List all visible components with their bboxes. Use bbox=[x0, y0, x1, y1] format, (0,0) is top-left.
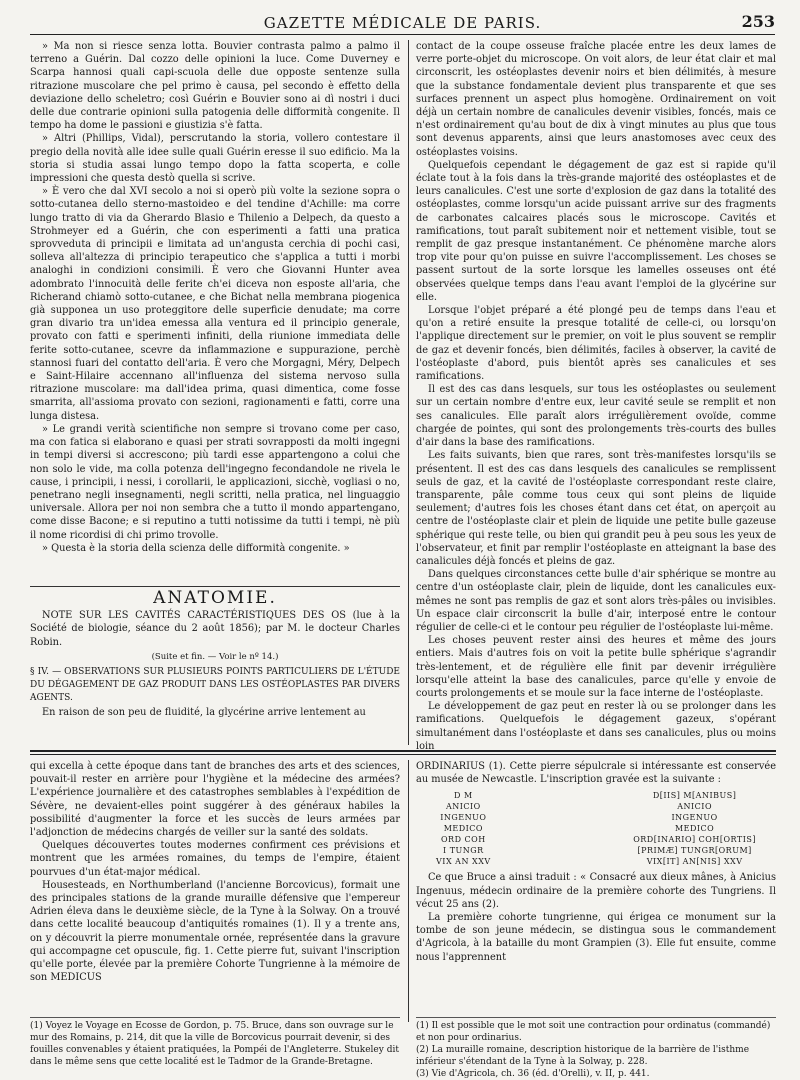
inscription-line: ORD[INARIO] COH[ORTIS] bbox=[633, 835, 756, 845]
paragraph: Lorsque l'objet préparé a été plongé peu de temps dans l'eau et qu'on a retiré ensuite la presque totalité de celle-ci, ou lorsqu'on l'applique directement sur le premier, on voit le plus souvent se remplir de gaz et devenir foncés, bien délimités, faciles à observer, la cavité de l'ostéoplaste d'abord, puis bientôt après ses canalicules et ses ramifications. bbox=[416, 305, 776, 383]
paragraph: La première cohorte tungrienne, qui érigea ce monument sur la tombe de son jeune médecin, se distingua sous le commandement d'Agricola, à la bataille du mont Grampien (3). Elle fut ensuite, comme nous l'apprennent bbox=[416, 912, 776, 963]
feuilleton-divider bbox=[30, 750, 776, 752]
anatomie-section bbox=[30, 590, 400, 745]
paragraph: » Ma non si riesce senza lotta. Bouvier contrasta palmo a palmo il terreno a Guérin. Dal cozzo delle opinioni la luce. Come Duverney e Scarpa hannosi quali capi-scuola delle due opposte sentenze sulla ritrazione muscolare che pel primo è causa, pel secondo è effetto della deviazione dello scheletro; così Guérin e Bouvier sono ai dì nostri i duci delle due contrarie opinioni sulla patogenia delle difformità congenite. Il tempo ha dome le passioni e giustizia s'è fatta. bbox=[30, 41, 400, 132]
page-header bbox=[30, 12, 775, 35]
footnote: (2) La muraille romaine, description historique de la barrière de l'isthme inférieur s'étendant de la Tyne à la Solway, p. 228. bbox=[416, 1045, 750, 1067]
inscription-line: INGENUO bbox=[440, 813, 487, 823]
page-number: 253 bbox=[741, 12, 775, 31]
subsection-heading: § IV. — OBSERVATIONS SUR PLUSIEURS POINTS PARTICULIERS DE L'ÉTUDE DU DÉGAGEMENT DE GAZ PRODUIT DANS LES OSTÉOPLASTES PAR DIVERS AGENTS. bbox=[30, 667, 400, 704]
paragraph: Quelques découvertes toutes modernes confirment ces prévisions et montrent que les armées romaines, du temps de l'empire, étaient pourvues d'un état-major médical. bbox=[30, 840, 400, 878]
paragraph: Les faits suivants, bien que rares, sont très-manifestes lorsqu'ils se présentent. Il est des cas dans lesquels des canalicules se remplissent seuls de gaz, et la cavité de l'ostéoplaste correspondant reste claire, transparente, pâle comme tous ceux qui sont pleins de liquide seulement; d'autres fois les choses étant dans cet état, on aperçoit au centre de l'ostéoplaste clair et plein de liquide une petite bulle gazeuse sphérique qui reste telle, ou bien qui grandit peu à peu sous les yeux de l'observateur, et finit par remplir l'ostéoplaste en atteignant la base des canalicules déjà foncés et pleins de gaz. bbox=[416, 450, 776, 567]
inscription-line: INGENUO bbox=[671, 813, 718, 823]
divider bbox=[30, 586, 400, 587]
footnote-divider bbox=[416, 1017, 776, 1018]
paragraph: contact de la coupe osseuse fraîche placée entre les deux lames de verre porte-objet du microscope. On voit alors, de leur état clair et mal circonscrit, les ostéoplastes devenir noirs et bien délimités, à mesure que la substance fondamentale devient plus transparente et que ses surfaces prennent un aspect plus homogène. Ordinairement on voit déjà un certain nombre de canalicules devenir visibles, foncés, mais ce n'est ordinairement qu'au bout de dix à vingt minutes au plus que tous sont devenus apparents, ainsi que leurs anastomoses avec ceux des ostéoplastes voisins. bbox=[416, 41, 776, 158]
footnote: (3) Vie d'Agricola, ch. 36 (éd. d'Orelli), v. II, p. 441. bbox=[416, 1069, 650, 1079]
paragraph: Dans quelques circonstances cette bulle d'air sphérique se montre au centre d'un ostéoplaste clair, plein de liquide, dont les canalicules eux-mêmes ne sont pas remplis de gaz et sont alors très-pâles ou invisibles. Un espace clair circonscrit la bulle d'air, interposé entre le contour régulier de celle-ci et le contour peu régulier de l'ostéoplaste lui-même. bbox=[416, 569, 776, 633]
column-divider bbox=[408, 760, 409, 1022]
note-heading: NOTE SUR LES CAVITÉS CARACTÉRISTIQUES DES OS (lue à la Société de biologie, séance du 2 août 1856); par M. le docteur Charles Robin. bbox=[30, 610, 400, 648]
paragraph: Les choses peuvent rester ainsi des heures et même des jours entiers. Mais d'autres fois on voit la petite bulle sphérique s'agrandir très-lentement, et de régulière elle finit par devenir irrégulière lorsqu'elle atteint la base des canalicules, parce qu'elle y envoie de courts prolongements et se moule sur la face interne de l'ostéoplaste. bbox=[416, 635, 776, 699]
footnote-divider bbox=[30, 1017, 400, 1018]
paragraph: En raison de son peu de fluidité, la glycérine arrive lentement au bbox=[42, 706, 366, 718]
inscription-line: ANICIO bbox=[445, 802, 481, 812]
column-divider bbox=[408, 40, 409, 745]
paragraph: » Le grandi verità scientifiche non sempre si trovano come per caso, ma con fatica si elaborano e quasi per strati sovrapposti da molti ingegni in tempi diversi si accrescono; più tardi esse appartengono a colui che non solo le vide, ma colla potenza dell'ingegno fecondandole ne rivela le cause, i principii, i nessi, i corollarii, le applicazioni, sicchè, vogliasi o no, penetrano negli insegnamenti, negli scritti, nella pratica, nel linguaggio universale. Allora per noi non sembra che a tutto il mondo appartengano, come disse Bacone; e si reputino a tutti notissime da tutti i tempi, nè più il nome ricordisi di chi primo trovolle. bbox=[30, 423, 400, 541]
inscription bbox=[436, 790, 756, 867]
paragraph: qui excella à cette époque dans tant de branches des arts et des sciences, pouvait-il rester en arrière pour l'hygiène et la médecine des armées? L'expérience journalière et des catastrophes semblables à l'expédition de Sévère, ne devaient-elles point suggérer à des généraux habiles la possibilité d'augmenter la force et les succès de leurs armées par l'adjonction de médecins chargés de veiller sur la santé des soldats. bbox=[30, 761, 400, 839]
paragraph: » Questa è la storia della scienza delle difformità congenite. » bbox=[42, 542, 350, 554]
inscription-line: MEDICO bbox=[443, 824, 483, 834]
paragraph: Housesteads, en Northumberland (l'ancienne Borcovicus), formait une des principales stations de la grande muraille défensive que l'empereur Adrien éleva dans le deuxième siècle, de la Tyne à la Solway. On a trouvé dans cette localité beaucoup d'antiquités romaines (1). Il y a trente ans, on y découvrit la pierre monumentale ornée, représentée dans la gravure qui accompagne cet opuscule, fig. 1. Cette pierre fut, suivant l'inscription qu'elle porte, élevée par la première Cohorte Tungrienne à la mémoire de son MEDICUS bbox=[30, 879, 400, 984]
paragraph: Le développement de gaz peut en rester là ou se prolonger dans les ramifications. Quelquefois le dégagement gazeux, s'opérant simultanément dans l'ostéoplaste et dans ses canalicules, plus ou moins loin bbox=[416, 701, 776, 752]
inscription-line: VIX[IT] AN[NIS] XXV bbox=[646, 857, 743, 867]
paragraph: Quelquefois cependant le dégagement de gaz est si rapide qu'il éclate tout à la fois dans la très-grande majorité des ostéoplastes et de leurs canalicules. C'est une sorte d'explosion de gaz dans la totalité des ostéoplastes, comme lorsqu'un acide puissant arrive sur des fragments de carbonates calcaires placés sous le microscope. Cavités et ramifications, tout paraît subitement noir et nettement visible, tout se remplit de gaz presque instantanément. Ce phénomène marche alors trop vite pour qu'on puisse en suivre l'accomplissement. Les choses se passent surtout de la sorte lorsque les lamelles osseuses ont été observées quelque temps dans l'eau avant l'emploi de la glycérine sur elle. bbox=[416, 159, 776, 303]
footnotes-right bbox=[416, 1020, 776, 1079]
inscription-line: [PRIMÆ] TUNGR[ORUM] bbox=[637, 846, 752, 856]
column-italian-text bbox=[30, 40, 400, 585]
continuation-note: (Suite et fin. — Voir le nº 14.) bbox=[151, 651, 279, 662]
paragraph: Ce que Bruce a ainsi traduit : « Consacré aux dieux mânes, à Anicius Ingenuus, médecin ordinaire de la première cohorte des Tungriens. Il vécut 25 ans (2). bbox=[416, 872, 776, 910]
inscription-line: ORD COH bbox=[440, 835, 486, 845]
feuilleton-right bbox=[416, 760, 776, 1014]
inscription-expanded bbox=[633, 790, 756, 867]
inscription-line: MEDICO bbox=[674, 824, 715, 834]
paragraph: » Altri (Phillips, Vidal), perscrutando la storia, vollero contestare il pregio della novità alle idee sulle quali Guérin eresse il suo edificio. Ma la storia si studia assai lungo tempo dopo la fatta scoperta, e colle impressioni che questa destò quella si scrive. bbox=[30, 133, 400, 185]
footnote: (1) Il est possible que le mot soit une contraction pour ordinatus (commandé) et non pour ordinarius. bbox=[416, 1021, 771, 1043]
inscription-line: ANICIO bbox=[677, 802, 712, 812]
feuilleton-left bbox=[30, 760, 400, 1014]
inscription-line: VIX AN XXV bbox=[436, 857, 491, 867]
feuilleton-divider bbox=[30, 754, 776, 755]
paragraph: Il est des cas dans lesquels, sur tous les ostéoplastes ou seulement sur un certain nombre d'entre eux, leur cavité seule se remplit et non ses canalicules. Elle paraît alors irrégulièrement ovoïde, comme chargée de pointes, qui sont des prolongements très-courts des bulles d'air dans la base des ramifications. bbox=[416, 384, 776, 449]
footnote: (1) Voyez le Voyage en Ecosse de Gordon, p. 75. Bruce, dans son ouvrage sur le mur des Romains, p. 214, dit que la ville de Borcovicus pourrait devenir, si des fouilles convenables y étaient pratiquées, la Pompéi de l'Angleterre. Stukeley dit dans le même sens que cette localité est le Tadmor de la Grande-Bretagne. bbox=[30, 1021, 399, 1067]
inscription-line: I TUNGR bbox=[442, 846, 484, 856]
paragraph: » È vero che dal XVI secolo a noi si operò più volte la sezione sopra o sotto-cutanea dello sterno-mastoideo e del tendine d'Achille: ma corre lungo tratto di via da Gherardo Blasio e Thilenio a Delpech, da questo a Strohmeyer ed a Guérin, che con esperimenti a fatti una pratica sprovveduta di principii e limitata ad un'angusta cerchia di pochi casi, solleva all'altezza di principio terapeutico che s'applica a tutti i morbi analoghi in condizioni consimili. È vero che Giovanni Hunter avea adombrato l'innocuità delle ferite ch'ei diceva non esposte all'aria, che Richerand chiamò sotto-cutanee, e che Bichat nella membrana piogenica già supponea un uso proteggitore delle superficie denudate; ma corre gran divario tra un'idea emessa alla ventura ed il principio generale, provato con fatti e sperimenti infiniti, della riunione immediata delle ferite sotto-cutanee, scevre da inflammazione e suppurazione, perchè stannosi fuari del contatto dell'aria. È vero che Morgagni, Méry, Delpech e Saint-Hilaire accennano all'influenza del sistema nervoso sulla ritrazione muscolare: ma dall'idea prima, quasi dimentica, come fosse smarrita, all'assioma provato con sezioni, ragionamenti e fatti, corre una lunga distesa. bbox=[30, 186, 400, 422]
inscription-line: D M bbox=[454, 791, 473, 801]
section-title: ANATOMIE. bbox=[153, 588, 277, 608]
column-french-text bbox=[416, 40, 776, 752]
paragraph: ORDINARIUS (1). Cette pierre sépulcrale si intéressante est conservée au musée de Newcastle. L'inscription gravée est la suivante : bbox=[416, 761, 776, 786]
journal-title: GAZETTE MÉDICALE DE PARIS. bbox=[263, 14, 542, 32]
inscription-original bbox=[436, 790, 491, 867]
inscription-line: D[IIS] M[ANIBUS] bbox=[652, 791, 737, 801]
footnotes-left bbox=[30, 1020, 400, 1068]
